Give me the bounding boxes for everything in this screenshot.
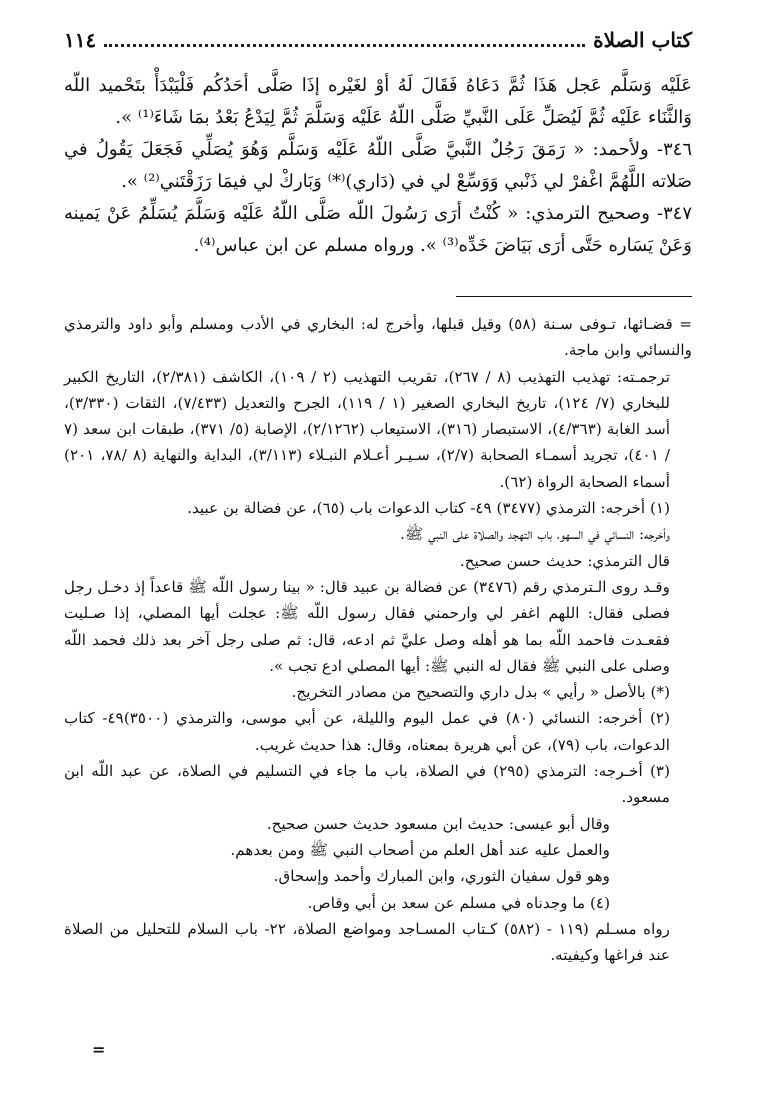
footnotes — [64, 311, 692, 968]
continuation-mark: = — [92, 1040, 106, 1059]
footnote-1-grading: قال الترمذي: حديث حسن صحيح. — [459, 551, 670, 570]
footnote-4-muslim: رواه مسـلم (١١٩ - (٥٨٢) كـتاب المسـاجد ومواضع الصلاة، ٢٢- باب السلام للتحليل من الصلاة عند فراغها وكيفيته. — [64, 919, 670, 965]
footnote-2: (٢) أخرجه: النسائي (٨٠) في عمل اليوم والليلة، عن أبي موسى، والترمذي (٣٥٠٠)٤٩- كتاب الدعوات، باب (٧٩)، عن أبي هريرة بمعناه، وقال: هذا حديث غريب. — [64, 709, 670, 754]
main-text — [64, 70, 692, 262]
footnote-separator — [456, 296, 692, 297]
footnote-3-grading: وقال أبو عيسى: حديث ابن مسعود حديث حسن صحيح. — [266, 814, 610, 833]
footnote-3: (٣) أخـرجه: الترمذي (٢٩٥) في الصلاة، باب ما جاء في التسليم في الصلاة، عن عبد اللّه ابن مسعود. — [64, 762, 670, 807]
running-title: كتاب الصلاة — [593, 28, 692, 52]
footnote-3-practice: والعمل عليه عند أهل العلم من أصحاب النبي ﷺ ومن بعدهم. — [230, 840, 610, 859]
header-dotted-leader — [104, 32, 585, 47]
footnote-4: (٤) ما وجدناه في مسلم عن سعد بن أبي وقاص. — [307, 893, 610, 912]
footnote-1: (١) أخرجه: الترمذي (٣٤٧٧) ٤٩- كتاب الدعوات باب (٦٥)، عن فضالة بن عبيد. — [187, 499, 670, 518]
page-header — [64, 28, 692, 66]
footnote-carryover: = قضـائها، تـوفى سـنة (٥٨) وقيل قبلها، وأخرج له: البخاري في الأدب ومسلم وأبو داود والترمذي والنسائي وابن ماجة. — [64, 315, 692, 360]
page-number: ١١٤ — [64, 28, 97, 52]
footnote-asterisk: (*) بالأصل « رأيي » بدل داري والتصحيح من مصادر التخريج. — [291, 683, 670, 702]
hadith-345-continuation: عَلَيْه وَسَلَّم عَجل هَذَا ثُمَّ دَعَاهُ فَقَالَ لَهُ أوْ لغَيْره إذَا صَلَّى أحَدُكُم فَلْيَبْدَأْ بتَحْميد اللّه وَالثَّنَاء عَلَيْه ثُمَّ لَيُصَلِّ عَلَى النَّبيِّ صَلَّى اللّهُ عَلَيْه وَسَلَّمَ ثُمَّ لِيَدْعُ بَعْدُ بمَا شَاءَ⁽¹⁾ ». — [64, 75, 692, 128]
footnote-1-narration: وقـد روى الـترمذي رقم (٣٤٧٦) عن فضالة بن عبيد قال: « بينا رسول اللّه ﷺ قاعداً إذ دخـل رجل فصلى فقال: اللهم اغفر لي وارحمني فقال رسول اللّه ﷺ: عجلت أيها المصلي، إذا صـليت فقعـدت فاحمد اللّه بما هو أهله وصل عليَّ ثم ادعه، قال: ثم صلى رجل آخر بعد ذلك فحمد اللّه وصلى على النبي ﷺ فقال له النبي ﷺ: أيها المصلي ادع تجب ». — [64, 577, 670, 675]
hadith-346: ٣٤٦- ولأحمد: « رَمَقَ رَجُلٌ النَّبيَّ صَلَّى اللّهُ عَلَيْه وَسَلَّم وَهُوَ يُصَلِّي فَجَعَلَ يَقُولُ في صَلاته اللَّهُمَّ اغْفرْ لي ذَنْبي وَوَسِّعْ لي في (دَاري)⁽*⁾ وَبَاركْ لي فيمَا رَزَقْتَني⁽²⁾ ». — [64, 139, 692, 192]
hadith-347: ٣٤٧- وصحيح الترمذي: « كُنْتُ أرَى رَسُولَ اللّه صَلَّى اللّهُ عَلَيْه وَسَلَّمَ يُسَلِّمُ عَنْ يَمينه وَعَنْ يَسَاره حَتَّى أرَى بَيَاضَ خَدِّه⁽³⁾ ». ورواه مسلم عن ابن عباس⁽⁴⁾. — [64, 203, 692, 256]
footnote-biography: ترجمـته: تهذيب التهذيب (٨ / ٢٦٧)، تقريب التهذيب (٢ / ١٠٩)، الكاشف (٢/٣٨١)، التاريخ الكبير للبخاري (٧/ ١٢٤)، تاريخ البخاري الصغير (١ / ١١٩)، الجرح والتعديل (٧/٤٣٣)، الثقات (٣/٣٣٠)، أسد الغابة (٤/٣٦٣)، الاستبصار (٣١٦)، الاستيعاب (٢/١٢٦٢)، الإصابة (٥/ ٣٧١)، طبقات ابن سعد (٧ / ٤٠١)، تجريد أسمـاء الصحابة (٢/٧)، سـيـر أعـلام النبـلاء (٣/١١٣)، البداية والنهاية (٨ /٧٨، ٢٠١) أسماء الصحابة الرواة (٦٢). — [64, 367, 671, 491]
footnote-3-scholars: وهو قول سفيان الثوري، وابن المبارك وأحمد وإسحاق. — [273, 867, 610, 886]
footnote-1-nasai: وأخرجه: النسائي في السهو، باب التهجد والصلاة على النبي ﷺ. — [400, 525, 670, 544]
